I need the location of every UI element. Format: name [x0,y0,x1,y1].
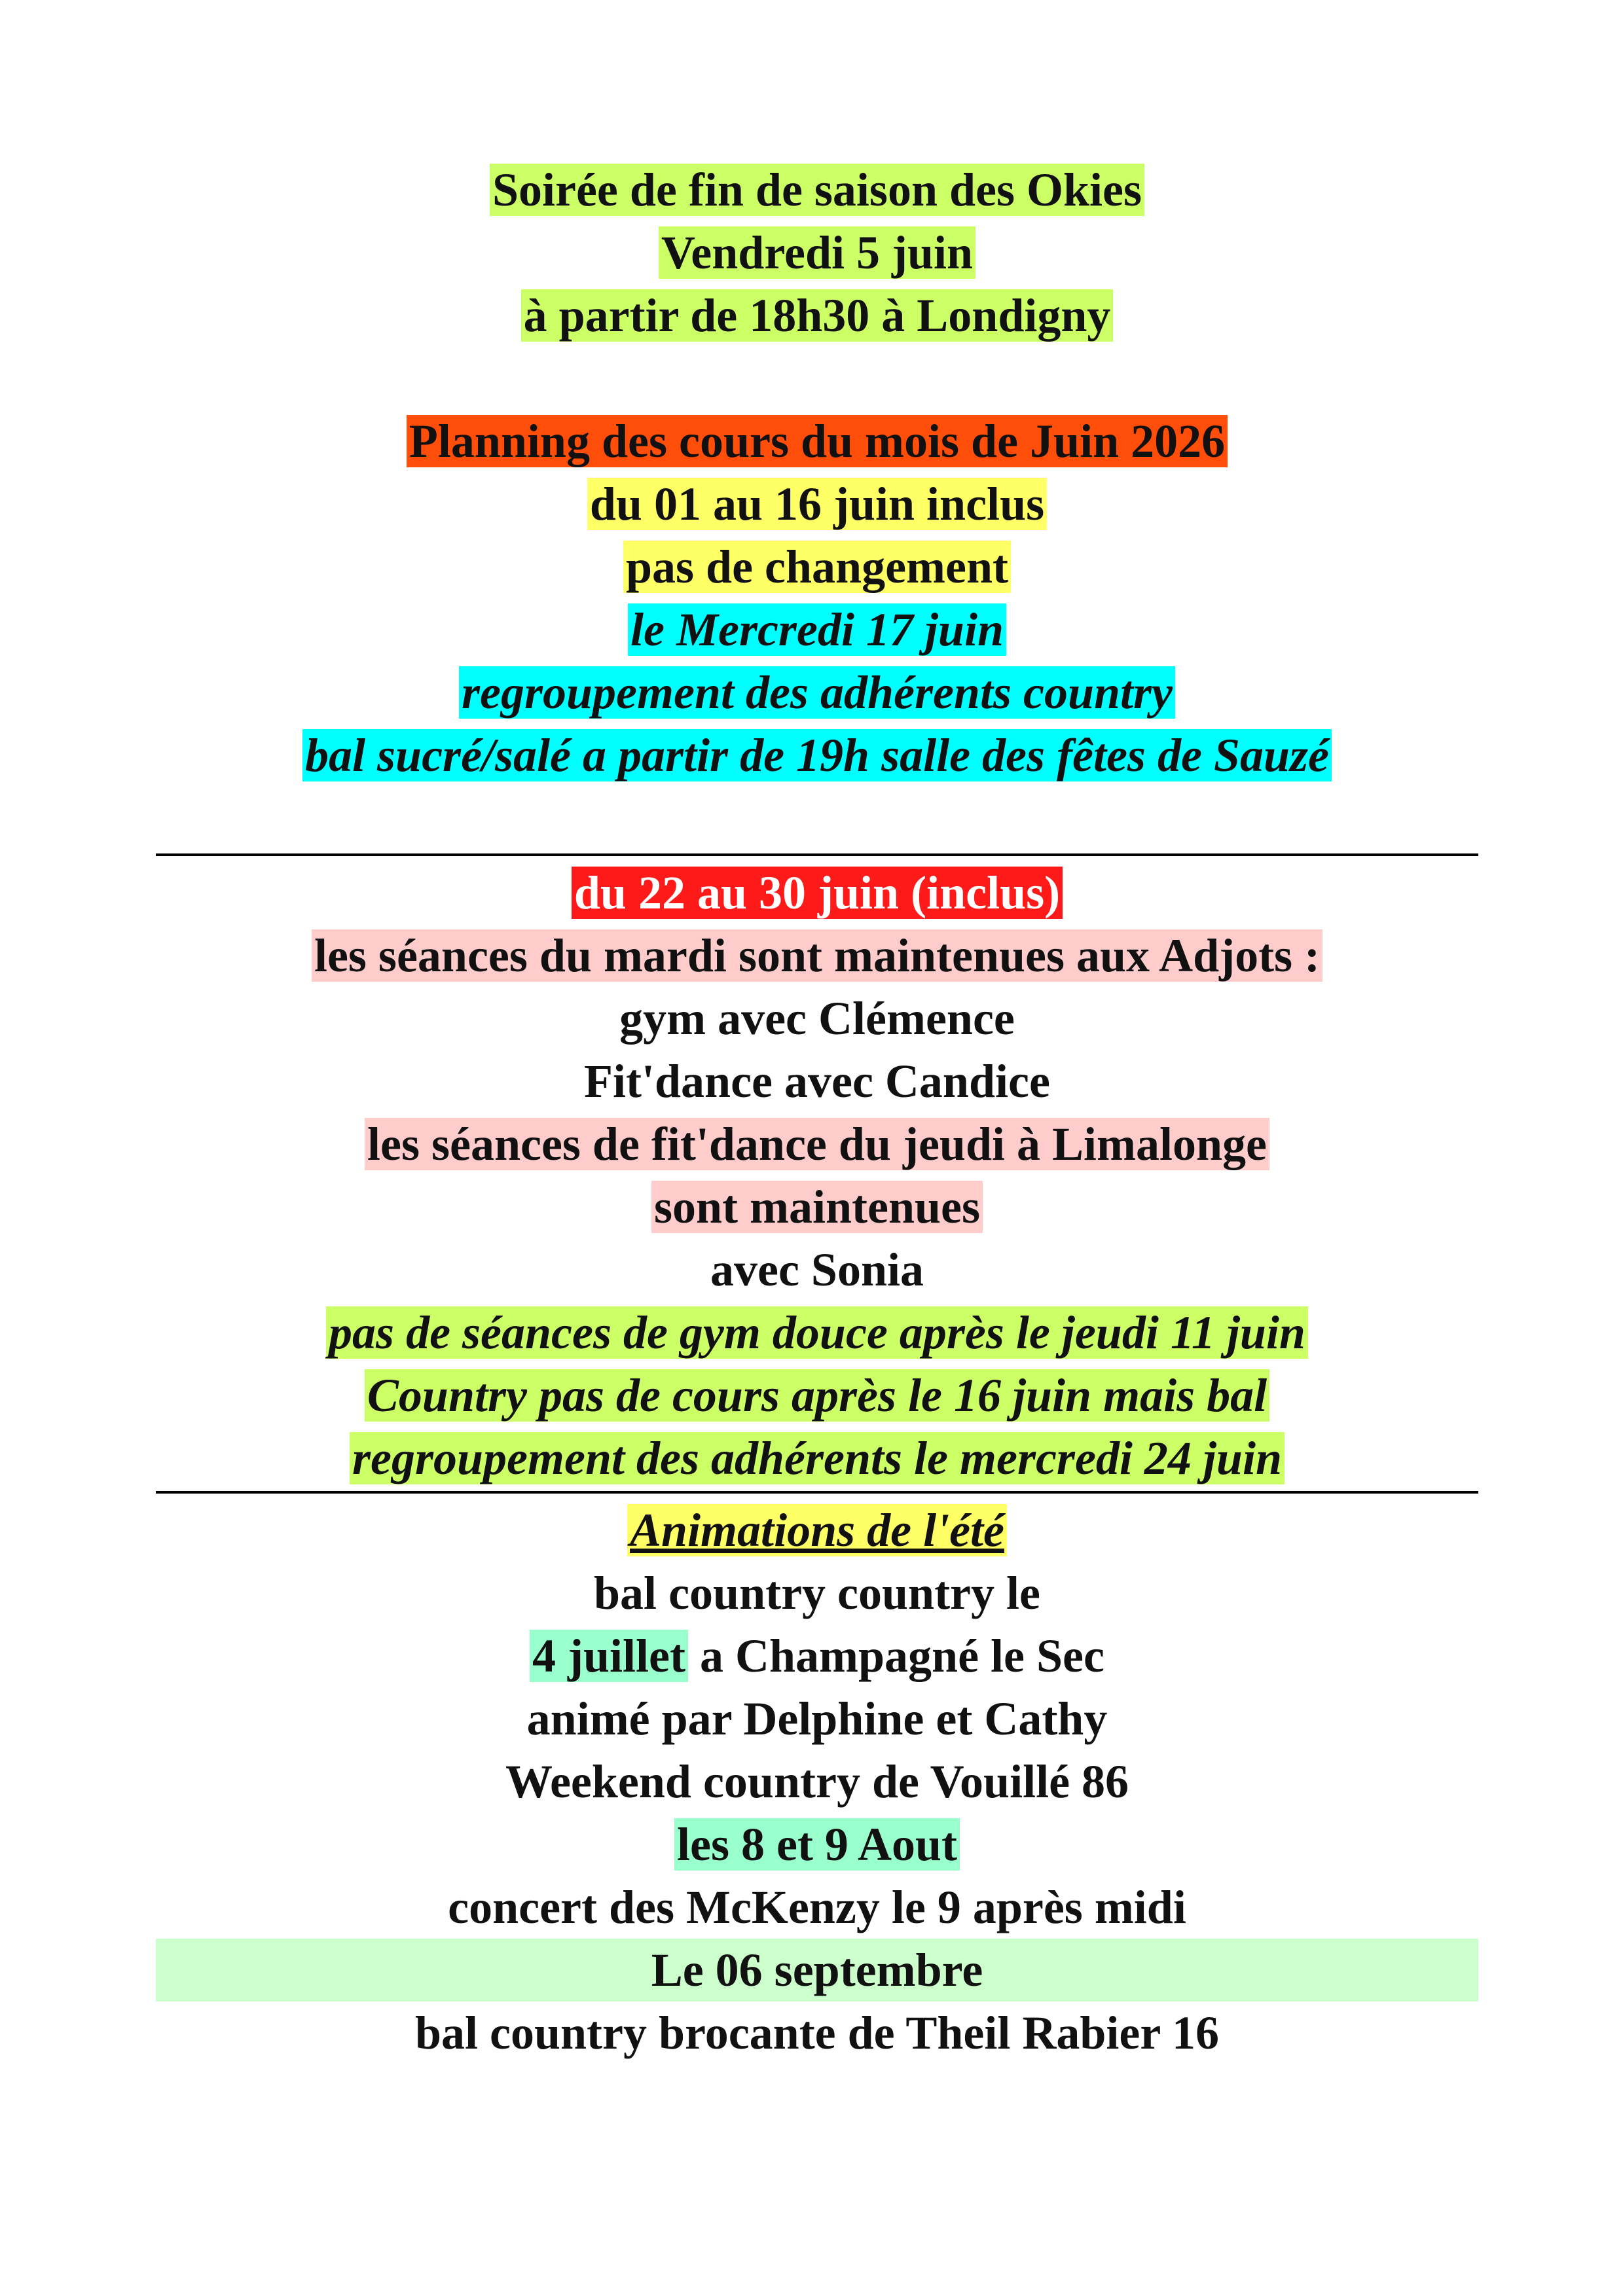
summer-date-september: Le 06 septembre [651,1944,983,1996]
late-june-maintained: sont maintenues [651,1181,983,1233]
divider-bottom [156,1491,1478,1494]
planning-bal: bal sucré/salé a partir de 19h salle des fêtes de Sauzé [302,729,1332,781]
intro-date: Vendredi 5 juin [659,226,976,279]
planning-section [156,410,1478,787]
summer-place-champagne: a Champagné le Sec [687,1630,1104,1682]
summer-brocante: bal country brocante de Theil Rabier 16 [414,2007,1220,2059]
summer-weekend: Weekend country de Vouillé 86 [505,1755,1129,1808]
late-june-sonia: avec Sonia [710,1244,924,1296]
planning-regroup: regroupement des adhérents country [459,666,1175,719]
late-june-fitdance: Fit'dance avec Candice [584,1055,1050,1107]
summer-section [156,1499,1478,2064]
summer-date-august: les 8 et 9 Aout [674,1818,960,1871]
late-june-range: du 22 au 30 juin (inclus) [572,867,1063,919]
divider-top [156,853,1478,856]
late-june-country: Country pas de cours après le 16 juin mais bal [365,1369,1269,1422]
summer-title: Animations de l'été [627,1504,1007,1556]
intro-section [156,158,1478,347]
late-june-section [156,861,1478,1490]
late-june-gym: gym avec Clémence [619,992,1015,1045]
late-june-thursday: les séances de fit'dance du jeudi à Limalonge [365,1118,1269,1170]
planning-title: Planning des cours du mois de Juin 2026 [407,415,1228,467]
summer-bal-country: bal country country le [594,1567,1040,1619]
summer-hosts: animé par Delphine et Cathy [526,1693,1108,1745]
summer-date-july: 4 juillet [530,1630,688,1682]
planning-wednesday: le Mercredi 17 juin [628,603,1006,656]
intro-title: Soirée de fin de saison des Okies [490,164,1144,216]
planning-range: du 01 au 16 juin inclus [587,478,1047,530]
summer-concert: concert des McKenzy le 9 après midi [448,1881,1186,1933]
late-june-tuesday: les séances du mardi sont maintenues aux Adjots : [312,929,1322,982]
intro-time-place: à partir de 18h30 à Londigny [521,289,1114,342]
planning-no-change: pas de changement [623,541,1011,593]
late-june-gym-douce: pas de séances de gym douce après le jeudi 11 juin [326,1306,1308,1359]
late-june-regroup: regroupement des adhérents le mercredi 24 juin [350,1432,1285,1484]
